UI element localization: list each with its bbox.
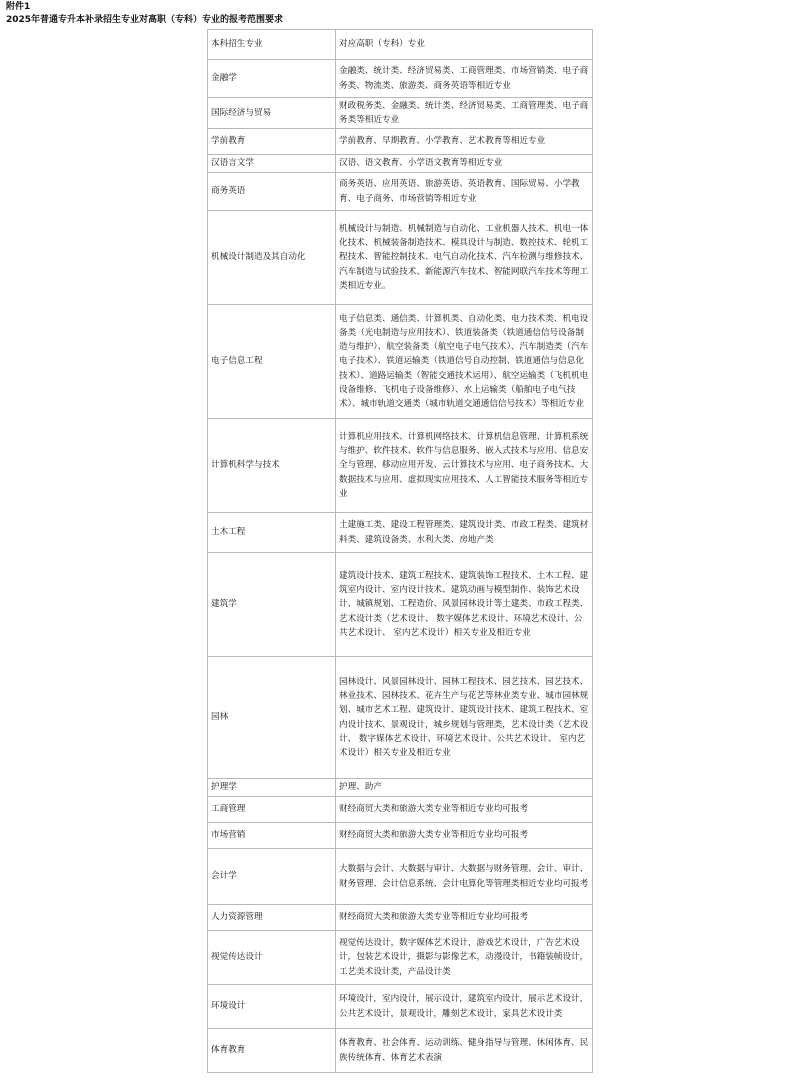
vocational-majors-cell: 财经商贸大类和旅游大类专业等相近专业均可报考 <box>336 823 593 849</box>
undergrad-major-cell: 护理学 <box>208 779 336 797</box>
vocational-majors-cell: 财经商贸大类和旅游大类专业等相近专业均可报考 <box>336 797 593 823</box>
undergrad-major-cell: 汉语言文学 <box>208 155 336 173</box>
undergrad-major-cell: 商务英语 <box>208 173 336 211</box>
table-row <box>208 931 593 985</box>
table-row <box>208 129 593 155</box>
undergrad-major-cell: 工商管理 <box>208 797 336 823</box>
table-row <box>208 849 593 905</box>
table-row <box>208 779 593 797</box>
table-row <box>208 985 593 1029</box>
vocational-majors-cell: 计算机应用技术、计算机网络技术、计算机信息管理、计算机系统与维护、软件技术、软件与信息服务、嵌入式技术与应用、信息安全与管理、移动应用开发、云计算技术与应用、电子商务技术、大数据技术与应用、虚拟现实应用技术、人工智能技术服务等相近专业 <box>336 419 593 513</box>
table-row <box>208 553 593 657</box>
table-row <box>208 797 593 823</box>
vocational-majors-cell: 财经商贸大类和旅游大类专业等相近专业均可报考 <box>336 905 593 931</box>
table-row <box>208 305 593 419</box>
undergrad-major-cell: 学前教育 <box>208 129 336 155</box>
vocational-majors-cell: 大数据与会计、大数据与审计、大数据与财务管理、会计、审计、财务管理、会计信息系统、会计电算化等管理类相近专业均可报考 <box>336 849 593 905</box>
undergrad-major-cell: 体育教育 <box>208 1029 336 1073</box>
undergrad-major-cell: 会计学 <box>208 849 336 905</box>
table-row <box>208 60 593 98</box>
undergrad-major-cell: 视觉传达设计 <box>208 931 336 985</box>
table-row <box>208 211 593 305</box>
vocational-majors-cell: 学前教育、早期教育、小学教育、艺术教育等相近专业 <box>336 129 593 155</box>
annex-label: 附件1 <box>6 2 31 12</box>
table-row <box>208 823 593 849</box>
undergrad-major-cell: 土木工程 <box>208 513 336 553</box>
vocational-majors-cell: 机械设计与制造、机械制造与自动化、工业机器人技术、机电一体化技术、机械装备制造技术、模具设计与制造、数控技术、轮机工程技术、智能控制技术、电气自动化技术、汽车检测与维修技术、汽车制造与试验技术、新能源汽车技术、智能网联汽车技术等理工类相近专业。 <box>336 211 593 305</box>
vocational-majors-cell: 商务英语、应用英语、旅游英语、英语教育、国际贸易、小学教育、电子商务、市场营销等相近专业 <box>336 173 593 211</box>
document-title: 2025年普通专升本补录招生专业对高职（专科）专业的报考范围要求 <box>6 15 284 25</box>
table-row <box>208 98 593 129</box>
undergrad-major-cell: 计算机科学与技术 <box>208 419 336 513</box>
table-row <box>208 419 593 513</box>
undergrad-major-cell: 人力资源管理 <box>208 905 336 931</box>
vocational-majors-cell: 视觉传达设计，数字媒体艺术设计，游戏艺术设计，广告艺术设计，包装艺术设计，摄影与影像艺术，动漫设计，书籍装帧设计，工艺美术设计类，产品设计类 <box>336 931 593 985</box>
vocational-majors-cell: 体育教育、社会体育、运动训练、健身指导与管理、休闲体育、民族传统体育、体育艺术表演 <box>336 1029 593 1073</box>
table-row <box>208 173 593 211</box>
header-vocational-majors: 对应高职（专科）专业 <box>336 30 593 60</box>
vocational-majors-cell: 电子信息类、通信类、计算机类、自动化类、电力技术类、机电设备类（光电制造与应用技术）、铁道装备类（铁道通信信号设备制造与维护）、航空装备类（航空电子电气技术）、汽车制造类（汽车电子技术）、铁道运输类（铁道信号自动控制、铁道通信与信息化技术）、道路运输类（智能交通技术运用）、航空运输类（飞机机电设备维修、飞机电子设备维修）、水上运输类（船舶电子电气技术）、城市轨道交通类（城市轨道交通通信信号技术）等相近专业 <box>336 305 593 419</box>
vocational-majors-cell: 土建施工类、建设工程管理类、建筑设计类、市政工程类、建筑材料类、建筑设备类、水利大类、房地产类 <box>336 513 593 553</box>
table-header-row <box>208 30 593 60</box>
vocational-majors-cell: 财政税务类、金融类、统计类、经济贸易类、工商管理类、电子商务类等相近专业 <box>336 98 593 129</box>
undergrad-major-cell: 环境设计 <box>208 985 336 1029</box>
undergrad-major-cell: 建筑学 <box>208 553 336 657</box>
undergrad-major-cell: 电子信息工程 <box>208 305 336 419</box>
vocational-majors-cell: 汉语、语文教育、小学语文教育等相近专业 <box>336 155 593 173</box>
undergrad-major-cell: 市场营销 <box>208 823 336 849</box>
table-row <box>208 155 593 173</box>
undergrad-major-cell: 园林 <box>208 657 336 779</box>
table-row <box>208 1029 593 1073</box>
major-mapping-table <box>207 29 593 1073</box>
table-row <box>208 657 593 779</box>
header-undergrad-major: 本科招生专业 <box>208 30 336 60</box>
vocational-majors-cell: 护理、助产 <box>336 779 593 797</box>
vocational-majors-cell: 环境设计，室内设计，展示设计，建筑室内设计，展示艺术设计，公共艺术设计，景观设计，雕刻艺术设计，家具艺术设计类 <box>336 985 593 1029</box>
vocational-majors-cell: 金融类、统计类、经济贸易类、工商管理类、市场营销类、电子商务类、物流类、旅游类、商务英语等相近专业 <box>336 60 593 98</box>
vocational-majors-cell: 园林设计、风景园林设计、园林工程技术、园艺技术、园艺技术、林业技术、园林技术、花卉生产与花艺等林业类专业、城市园林规划、城市艺术工程、建筑设计、建筑设计技术、建筑工程技术、室内设计技术、景观设计，城乡规划与管理类，艺术设计类（艺术设计、 数字媒体艺术设计、环境艺术设计、公共艺术设计、 室内艺术设计）相关专业及相近专业 <box>336 657 593 779</box>
undergrad-major-cell: 金融学 <box>208 60 336 98</box>
table-row <box>208 905 593 931</box>
vocational-majors-cell: 建筑设计技术、建筑工程技术、建筑装饰工程技术、土木工程、建筑室内设计、室内设计技术、建筑动画与模型制作、装饰艺术设计、城镇规划、工程造价、风景园林设计等土建类、市政工程类、艺术设计类（艺术设计、 数字媒体艺术设计、环境艺术设计、公共艺术设计、 室内艺术设计）相关专业及相近专业 <box>336 553 593 657</box>
undergrad-major-cell: 国际经济与贸易 <box>208 98 336 129</box>
table-row <box>208 513 593 553</box>
undergrad-major-cell: 机械设计制造及其自动化 <box>208 211 336 305</box>
